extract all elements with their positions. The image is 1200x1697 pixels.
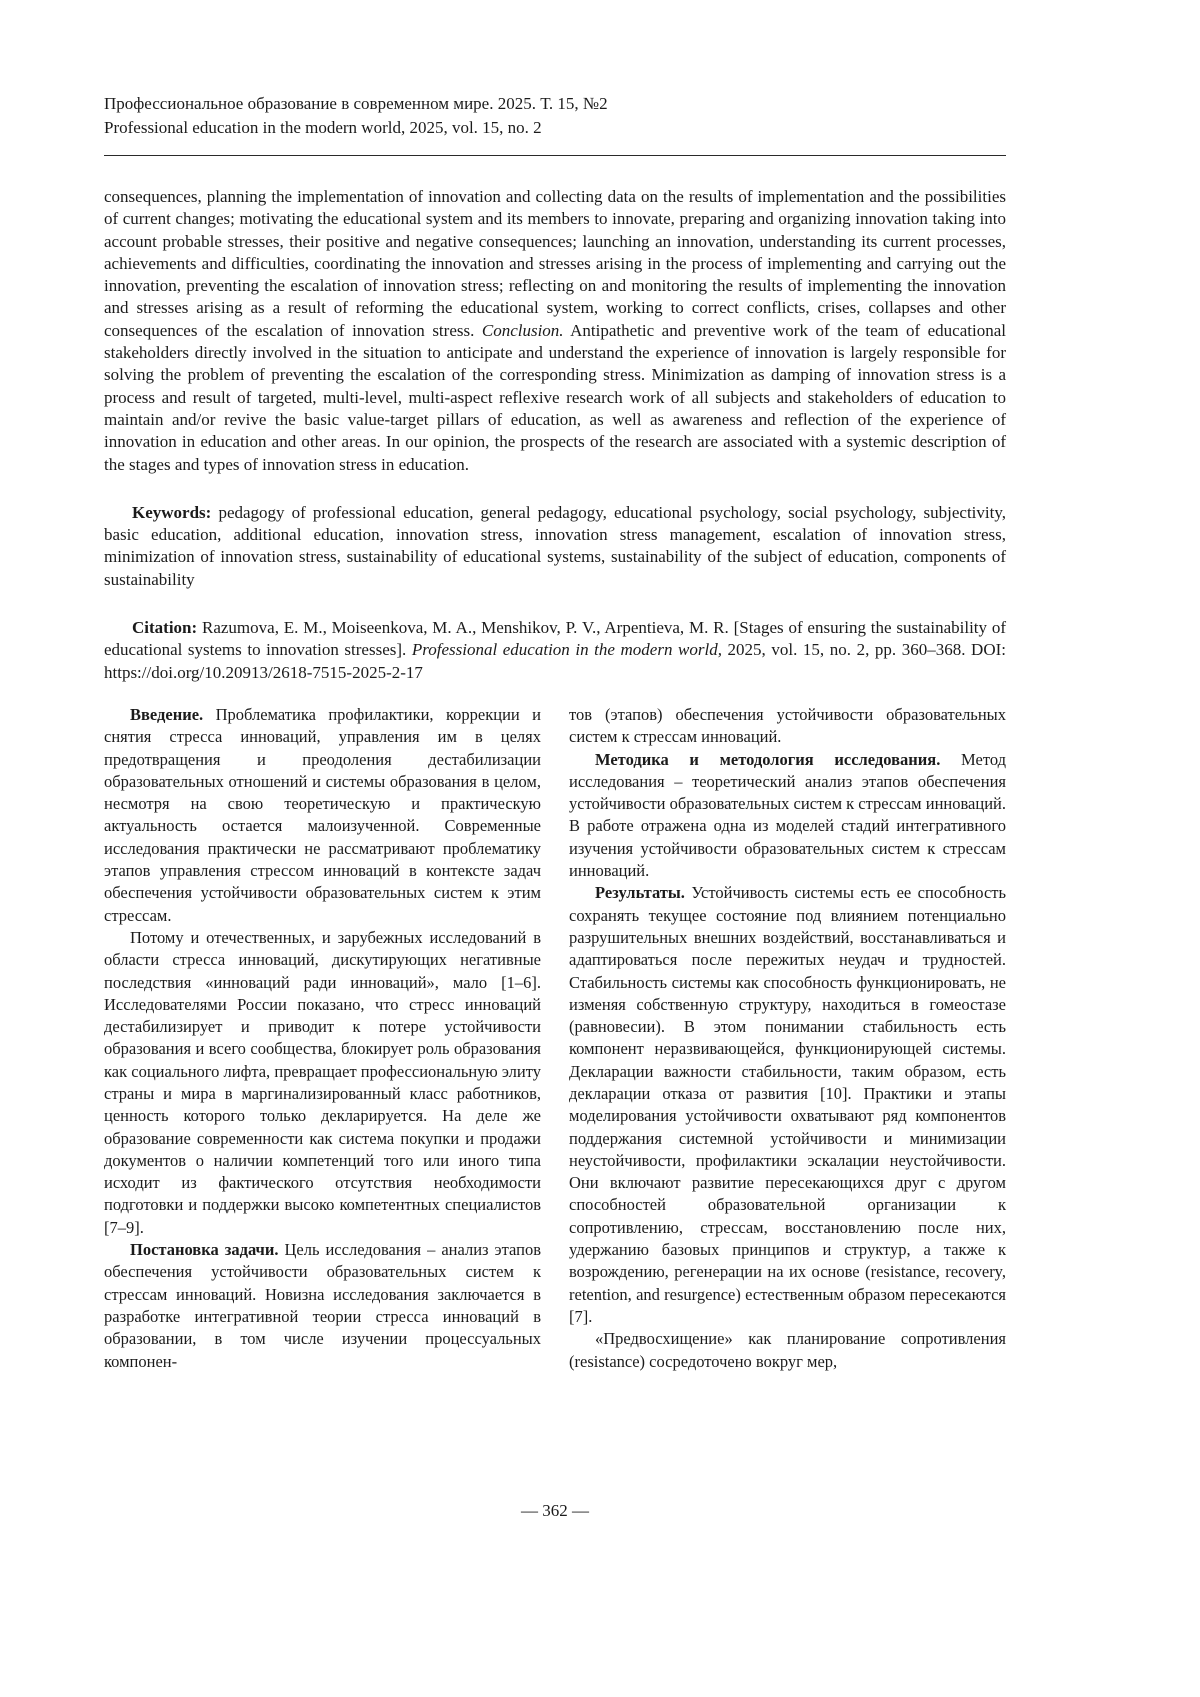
column-left <box>104 704 541 1373</box>
paragraph-continuation <box>569 704 1006 749</box>
journal-title-en: Professional education in the modern world, 2025, vol. 15, no. 2 <box>104 118 542 137</box>
methodology-lead: Методика и методология исследования. <box>595 749 941 769</box>
citation-paragraph <box>104 617 1006 684</box>
citation-label: Citation: <box>132 618 198 638</box>
header-rule <box>104 155 1006 156</box>
page-number: — 362 — <box>521 1501 589 1520</box>
paragraph-anticipation <box>569 1328 1006 1373</box>
anticipation-text: «Предвосхищение» как планирование сопротивления (resistance) сосредоточено вокруг мер, <box>569 1329 1006 1371</box>
literature-text: Потому и отечественных, и зарубежных исследований в области стресса инноваций, дискутирующих негативные последствия «инноваций ради инноваций», мало [1–6]. Исследователями России показано, что стресс инноваций дестабилизирует и приводит к потере устойчивости образования и всего сообщества, блокирует роль образования как социального лифта, превращает профессиональную элиту страны и мира в маргинализированный класс работников, ценность которого только декларируется. На деле же образование современности как система покупки и продажи документов о наличии компетенций того или иного типа исходит из фактического отсутствия необходимости подготовки и поддержки высоко компетентных специалистов [7–9]. <box>104 927 541 1237</box>
results-lead: Результаты. <box>595 883 685 903</box>
abstract-text-after: Antipathetic and preventive work of the team of educational stakeholders directly involved in the situation to anticipate and understand the experience of innovation is largely responsible for solving the problem of preventing the escalation of the corresponding stress. Minimization as damping of innovation stress is a process and result of targeted, multi-level, multi-aspect reflexive research work of all subjects and stakeholders of education to maintain and/or revive the basic value-target pillars of education, as well as awareness and reflection of the experience of innovation in education and other areas. In our opinion, the prospects of the research are associated with a systemic description of the stages and types of innovation stress in education. <box>104 320 1006 474</box>
abstract-section <box>104 186 1006 476</box>
introduction-text: Проблематика профилактики, коррекции и снятия стресса инноваций, управления им в целях предотвращения и преодоления дестабилизации образовательных отношений и системы образования в целом, несмотря на свою теоретическую и практическую актуальность остается малоизученной. Современные исследования практически не рассматривают проблематику этапов управления стрессом инноваций в контексте задач обеспечения устойчивости образовательных систем к этим стрессам. <box>104 704 542 925</box>
paragraph-literature <box>104 927 541 1239</box>
problem-statement-lead: Постановка задачи. <box>130 1240 279 1260</box>
introduction-lead: Введение. <box>130 704 204 724</box>
continuation-text: тов (этапов) обеспечения устойчивости образовательных систем к стрессам инноваций. <box>569 704 1006 747</box>
citation-text-after: 2025, vol. 15, no. 2, pp. 360–368. DOI: https://doi.org/10.20913/2618-7515-2025-2-17 <box>104 640 1006 682</box>
abstract-text-before: consequences, planning the implementation of innovation and collecting data on the results of implementation and the possibilities of current changes; motivating the educational system and its members to innovate, preparing and organizing innovation taking into account probable stresses, their positive and negative consequences; launching an innovation, understanding its current processes, achievements and difficulties, coordinating the innovation and stresses arising in the process of implementing and carrying out the innovation, preventing the escalation of innovation stress; reflecting on and monitoring the results of implementing the innovation and stresses arising as a result of reforming the educational system, working to correct conflicts, crises, collapses and other consequences of the escalation of innovation stress. <box>104 187 1006 340</box>
methodology-text: Метод исследования – теоретический анализ этапов обеспечения устойчивости образовательных систем к стрессам инноваций. В работе отражена одна из моделей стадий интегративного изучения устойчивости образовательных систем к стрессам инноваций. <box>569 749 1006 881</box>
paragraph-results <box>569 882 1006 1328</box>
paragraph-problem-statement <box>104 1239 541 1373</box>
keywords-paragraph <box>104 502 1006 591</box>
citation-text-before: Razumova, E. M., Moiseenkova, M. A., Menshikov, P. V., Arpentieva, M. R. [Stages of ensuring the sustainability of educational systems to innovation stresses]. <box>104 618 1007 660</box>
paragraph-methodology <box>569 749 1006 883</box>
keywords-text: pedagogy of professional education, general pedagogy, educational psychology, social psychology, subjectivity, basic education, additional education, innovation stress, innovation stress management, escalation of innovation stress, minimization of innovation stress, sustainability of educational systems, sustainability of the subject of education, components of sustainability <box>104 502 1006 589</box>
citation-journal-title: Professional education in the modern world, <box>411 640 722 660</box>
journal-title-ru: Профессиональное образование в современном мире. 2025. Т. 15, №2 <box>104 94 608 113</box>
keywords-label: Keywords: <box>132 502 212 522</box>
abstract-conclusion-label: Conclusion. <box>481 320 564 340</box>
problem-statement-text: Цель исследования – анализ этапов обеспечения устойчивости образовательных систем к стрессам инноваций. Новизна исследования заключается в разработке интегративной теории стресса инноваций в образовании, в том числе изучении процессуальных компонен- <box>104 1240 542 1371</box>
abstract-paragraph <box>104 186 1006 476</box>
body-columns <box>104 704 1006 1373</box>
results-text: Устойчивость системы есть ее способность сохранять текущее состояние под влиянием потенциально разрушительных внешних воздействий, восстанавливаться и адаптироваться после пережитых неудач и трудностей. Стабильность системы как способность функционировать, не изменяя собственную структуру, находиться в гомеостазе (равновесии). В этом понимании стабильность есть компонент неразвивающейся, функционирующей системы. Декларации важности стабильности, таким образом, есть декларации отказа от развития [10]. Практики и этапы моделирования устойчивости охватывают ряд компонентов поддержания системной устойчивости и минимизации неустойчивости, профилактики эскалации неустойчивости. Они включают развитие пересекающихся друг с другом способностей образовательной организации к сопротивлению, стрессам, восстановлению после них, удержанию базовых принципов и структур, а также к возрождению, регенерации на их основе (resistance, recovery, retention, and resurgence) естественным образом пересекаются [7]. <box>569 883 1007 1326</box>
column-right <box>569 704 1006 1373</box>
page-footer <box>104 1500 1006 1522</box>
paragraph-introduction <box>104 704 541 927</box>
running-head <box>104 92 1006 140</box>
